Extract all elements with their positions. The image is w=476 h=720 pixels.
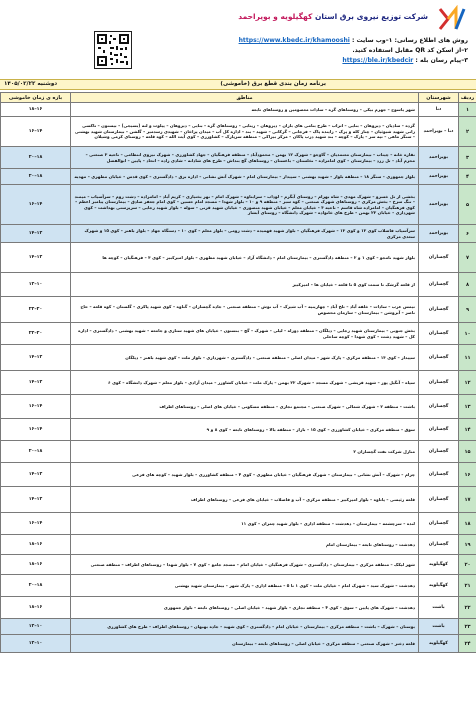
row-time: ۱۸–۱۶ — [1, 535, 71, 555]
row-number: ۴ — [459, 169, 476, 185]
row-areas: از قلعه گرشک تا سمت کوی ۵ تا قلعه – خیابان ها – امیرکبیر — [71, 273, 419, 297]
row-number: ۲۴ — [459, 635, 476, 653]
row-number: ۱۲ — [459, 371, 476, 395]
row-number: ۲۳ — [459, 619, 476, 635]
schedule-date: دوشنبه ۱۴۰۵/۰۲/۲۲ — [4, 81, 58, 87]
row-areas: شهر یاسوج – جهرم بیکی – روستاهای گره – سادات معصومین و روستاهای تابعه — [71, 103, 419, 117]
table-row — [1, 619, 476, 635]
row-time: ۱۲–۱۰ — [1, 619, 71, 635]
row-areas: سوق – منطقه مرکزی – خیابان کشاورزی – کوی ۱۵ – بازار – منطقه بالا – روستاهای تابعه – کوی ۸ و ۹ — [71, 419, 419, 441]
header-num: ردیف — [459, 93, 476, 103]
row-city: کهگیلویه — [419, 575, 459, 597]
table-row — [1, 371, 476, 395]
row-number: ۶ — [459, 225, 476, 243]
row-number: ۱۷ — [459, 487, 476, 513]
row-number: ۷ — [459, 243, 476, 273]
row-city: باشت — [419, 597, 459, 619]
table-row — [1, 555, 476, 575]
schedule-title: برنامه زمان بندی قطع برق (خاموشی) — [220, 81, 326, 87]
info-line-bale — [342, 57, 468, 64]
row-city: گچساران — [419, 463, 459, 487]
row-time: ۱۶–۱۴ — [1, 395, 71, 419]
row-time: ۱۲–۱۰ — [1, 273, 71, 297]
website-link[interactable]: https://www.kbedc.ir/khamooshi — [238, 37, 350, 44]
table-row — [1, 147, 476, 169]
table-row — [1, 297, 476, 323]
table-row — [1, 185, 476, 225]
row-areas: قلعه دختر – شهرک صنعتی – منطقه مرکزی – خیابان اصلی – روستاهای تابعه – بیمارستان — [71, 635, 419, 653]
info-line-website — [239, 37, 468, 44]
row-city: گچساران — [419, 419, 459, 441]
table-row — [1, 575, 476, 597]
row-time: ۲۲–۲۰ — [1, 297, 71, 323]
row-time: ۱۴–۱۲ — [1, 487, 71, 513]
row-areas: دهدشت – شهرک سید – شهرک امام – خیابان ملت – کوی ۱ تا ۵ – منطقه اداری – پارک شهر – بیمارستان شهید بهشتی — [71, 575, 419, 597]
schedule-title-bar — [0, 79, 476, 90]
row-areas: بخش جنوبی – بیمارستان شهید رجایی – دیلگان – منطقه دوراه – لیلی – شهرک – گچ – بنستون – خیابان های شهید ستاری و جامعه – شهید بهشتی – دادگستری – اداره کل – شهید دشت – کوی شهدا – کوچه ساحلی — [71, 323, 419, 345]
row-areas: بلوار جمهوری – سنگر ۱۸ – منطقه بلوار – شهید بهشتی – سپیدار – بیمارستان امام – شهرک آتش نشانی – اداره برق – دادگستری – کوی قدس – خیابان مطهری – مهدیه — [71, 169, 419, 185]
row-city: دنا – بویراحمد — [419, 117, 459, 147]
table-row — [1, 635, 476, 653]
table-row — [1, 597, 476, 619]
row-number: ۱ — [459, 103, 476, 117]
header-areas: مناطق — [71, 93, 419, 103]
table-row — [1, 103, 476, 117]
row-number: ۱۱ — [459, 345, 476, 371]
row-number: ۱۴ — [459, 419, 476, 441]
row-areas: لنده – سرچشمه – بیمارستان – دهدشت – منطقه اداری – بلوار شهید چمران – کوی ۱۱ — [71, 513, 419, 535]
row-time: ۲۰–۱۸ — [1, 575, 71, 597]
row-areas: باشت – منطقه ۲ – شهرک شمالی – شهرک صنعتی – مجتمع تجاری – منطقه مسکونی – خیابان های اصلی – روستاهای اطراف — [71, 395, 419, 419]
row-time: ۲۰–۱۸ — [1, 147, 71, 169]
table-row — [1, 345, 476, 371]
row-city: باشت — [419, 619, 459, 635]
table-row — [1, 395, 476, 419]
company-name — [238, 12, 428, 21]
row-city: دنا — [419, 103, 459, 117]
qr-code-icon[interactable] — [94, 31, 132, 69]
row-time: ۱۶–۱۴ — [1, 185, 71, 225]
row-areas: سرآسیاب فاضلاب کوی ۱۲ و کوی ۱۳ – شهرک فرهنگیان – بلوار شهید فهمیده – دشت رومی – بلوار معلم – کوی ۱۰ – دستگاه جهاد – بلوار باهنر – کوی ۱۵ و شهرک سعدی مرکزی — [71, 225, 419, 243]
table-row — [1, 323, 476, 345]
row-city: گچساران — [419, 323, 459, 345]
row-areas: بوستان – شهرک – باشت – منطقه مرکزی – بیمارستان – خیابان امام – دادگستری – کوی شهید – جاده بهبهان – روستاهای اطراف – طرح های کشاورزی — [71, 619, 419, 635]
row-city: گچساران — [419, 395, 459, 419]
row-city: بویراحمد — [419, 185, 459, 225]
row-areas: بخشی از تل خسرو – شهرک مهدی – شاه بهرام – روستای آبگرم – لوداب – سرابتاوه – شهرک امام – نهر بختیاری – کریم آباد – امامزاده – دشت روم – سرآسیاب – میمند – تنگ سرخ – بخش مرکزی – روستاهای شهرک صنعتی – کوه سبز – منطقه ۹ و ۱۰ – بلوار شهدا – مسجد امام حسین – کوی امام جعفر صادق – بیمارستان پیامبر اعظم – کوی فرهنگیان – امامزاده شاه قاسم – ناحیه ۳ – خیابان معلم – خیابان شهید منصوری – خیابان شهید قرنی – سوله – بلوار شهید رجایی – سرپرستی بهداشت – کوی شهرداری – خیابان ۲۲ بهمن – طرح های خانواده – شهرک دانشگاه – روستای آبشار — [71, 185, 419, 225]
row-time: ۱۴–۱۲ — [1, 225, 71, 243]
table-row — [1, 513, 476, 535]
row-city: گچساران — [419, 441, 459, 463]
table-row — [1, 225, 476, 243]
row-city: کهگیلویه — [419, 555, 459, 575]
row-number: ۲۰ — [459, 555, 476, 575]
row-city: گچساران — [419, 297, 459, 323]
row-city: بویراحمد — [419, 169, 459, 185]
row-city: گچساران — [419, 243, 459, 273]
row-time: ۱۸–۱۶ — [1, 597, 71, 619]
row-time: ۱۸–۱۶ — [1, 555, 71, 575]
row-city: گچساران — [419, 513, 459, 535]
row-areas: قلعه رئیسی – پاتاوه – بلوار امیرکبیر – منطقه مرکزی – آب و فاضلاب – خیابان های فرعی – روستاهای اطراف — [71, 487, 419, 513]
company-logo-icon — [434, 5, 468, 33]
qr-instruction: ۲–از اسکن کد QR مقابل استفاده کنید. — [352, 47, 468, 54]
bale-label: ۳–پیام رسان بله : — [415, 57, 468, 64]
row-city: گچساران — [419, 371, 459, 395]
row-number: ۸ — [459, 273, 476, 297]
info-line-qr — [352, 47, 468, 54]
row-time: ۱۴–۱۲ — [1, 371, 71, 395]
row-time: ۱۴–۱۲ — [1, 463, 71, 487]
row-city: کهگیلویه — [419, 635, 459, 653]
row-city: گچساران — [419, 345, 459, 371]
row-areas: تیمس عرب – سادات – خلفه آباد – تلخ آباد – چهاربنیه – آب شیرک – آب نوش – منطقه صنعتی – جاده گچساران – گناوه – کوی شهید پاکری – گلستان – کوه قلعه – حاج ناصر – آبروشن – بیمارستان – سازمان محصوص — [71, 297, 419, 323]
table-row — [1, 419, 476, 441]
row-number: ۱۸ — [459, 513, 476, 535]
row-areas: دهدشت – شهرک های پایین – سوق – کوی ۴ – منطقه تجاری – بلوار شهید – خیابان اصلی – روستاهای تابعه – بلوار جمهوری — [71, 597, 419, 619]
company-province: کهگیلویه و بویراحمد — [238, 12, 313, 21]
row-number: ۱۵ — [459, 441, 476, 463]
table-row — [1, 463, 476, 487]
table-row — [1, 535, 476, 555]
row-time: ۱۴–۱۲ — [1, 243, 71, 273]
row-areas: نقاره خانه – چیتاب – بیمارستان معتمدیان – گاوجو – شهرک ۱۲ بهمن – محمودآباد – منطقه فرهنگیان – جهاد کشاورزی – شهرک نیروی انتظامی – ناحیه ۳ صنعتی – محرم آباد – تل زرد – بیمارستان – کوی امامزاده – نخلستان – باغستان – روستاهای گچ بنداش – طرح های شادانه – شادی زاده – اتحاد – پایین – ابوالفضل — [71, 147, 419, 169]
row-time: ۲۰–۱۸ — [1, 441, 71, 463]
row-time: ۱۴–۱۲ — [1, 345, 71, 371]
table-row — [1, 243, 476, 273]
row-number: ۲ — [459, 117, 476, 147]
row-time: ۲۰–۱۸ — [1, 169, 71, 185]
row-city: گچساران — [419, 487, 459, 513]
row-number: ۱۰ — [459, 323, 476, 345]
table-row — [1, 169, 476, 185]
row-areas: بلوار شهید نامجو – کوی ۱ و ۲ – منطقه دادگستری – بیمارستان امام – دانشگاه آزاد – خیابان شهید مطهری – بلوار امیرکبیر – کوی ۳ – فرهنگیان – کوچه ها — [71, 243, 419, 273]
row-number: ۹ — [459, 297, 476, 323]
row-areas: چرام – شهرک – آتش نشانی – بیمارستان – شهرک فرهنگیان – خیابان مطهری – کوی ۴ – منطقه کشاورزی – بلوار شهید – کوچه های فرعی — [71, 463, 419, 487]
row-number: ۵ — [459, 185, 476, 225]
table-row — [1, 273, 476, 297]
bale-link[interactable]: https://ble.ir/kbedcir — [342, 57, 414, 64]
table-row — [1, 117, 476, 147]
row-number: ۱۹ — [459, 535, 476, 555]
company-name-text: شرکت توزیع نیروی برق استان — [312, 12, 428, 21]
row-time: ۱۶–۱۴ — [1, 419, 71, 441]
row-city: بویراحمد — [419, 225, 459, 243]
row-number: ۱۳ — [459, 395, 476, 419]
row-number: ۲۱ — [459, 575, 476, 597]
website-label: روش های اطلاع رسانی: ۱–وب سایت : — [352, 37, 468, 44]
header-city: شهرستان — [419, 93, 459, 103]
row-time: ۱۲–۱۰ — [1, 635, 71, 653]
row-city: گچساران — [419, 535, 459, 555]
row-city: بویراحمد — [419, 147, 459, 169]
row-areas: منازل شرکت نفت گچساران ۲ — [71, 441, 419, 463]
row-areas: شهر لیکک – منطقه مرکزی – بیمارستان – دادگستری – شهرک فرهنگیان – خیابان امام – مسجد جامع – کوی ۷ – بلوار شهدا – روستاهای اطراف – منطقه صنعتی — [71, 555, 419, 575]
row-city: گچساران — [419, 273, 459, 297]
header — [0, 0, 476, 66]
row-areas: گرده – سادیان – دیروهان – بنایی – اتراب – طرح بنامی های باران – دیروهان – زیتابی – روستاهای گره – بنایی – دیروهان – پیلوت و لنه (بسیجی) – بیستون – تاکسی رانی شهید شبوئیان – چنار کله و پرک – زاینده پاک – فرجانی – گرکانی – شهید – بند – اداره کل آب – میدان پراخان – شهیدی رسدمیر – گلشن – بیمارستان شهید بهشتی – سنگر ماهی – تپه سر – پارک – کوچه – بند شهید درب پاکان – مرکز بیراکی – منطقه سرپارک – کشاورزی – کوی آیت الله – کوه قلعه – روستای کرمی وشیلان — [71, 117, 419, 147]
row-time: ۲۲–۲۰ — [1, 323, 71, 345]
table-body — [1, 103, 476, 653]
row-areas: سپاه – آنگیل پور – شهید قریشی – شهرک مسجد – شهرک ۲۲ بهمن – پارک ملت – خیابان کشاورز – میدان آزادی – بلوار معلم – شهرک دانشگاه – کوی ۶ — [71, 371, 419, 395]
outage-table — [0, 92, 476, 653]
row-number: ۱۶ — [459, 463, 476, 487]
row-areas: دهدشت – روستاهای تابعه – بیمارستان امام — [71, 535, 419, 555]
table-header-row — [1, 93, 476, 103]
row-areas: سپیدار – کوی ۱۳ – منطقه مرکزی – پارک شهر – میدان اصلی – منطقه صنعتی – دادگستری – شهرداری – بلوار ملت – کوی شهید باهنر – دیلگان — [71, 345, 419, 371]
row-time: ۱۸–۱۶ — [1, 103, 71, 117]
header-time: بازه ی زمان خاموشی — [1, 93, 71, 103]
row-time: ۱۶–۱۴ — [1, 117, 71, 147]
row-number: ۳ — [459, 147, 476, 169]
table-row — [1, 441, 476, 463]
row-number: ۲۲ — [459, 597, 476, 619]
table-row — [1, 487, 476, 513]
row-time: ۱۶–۱۴ — [1, 513, 71, 535]
